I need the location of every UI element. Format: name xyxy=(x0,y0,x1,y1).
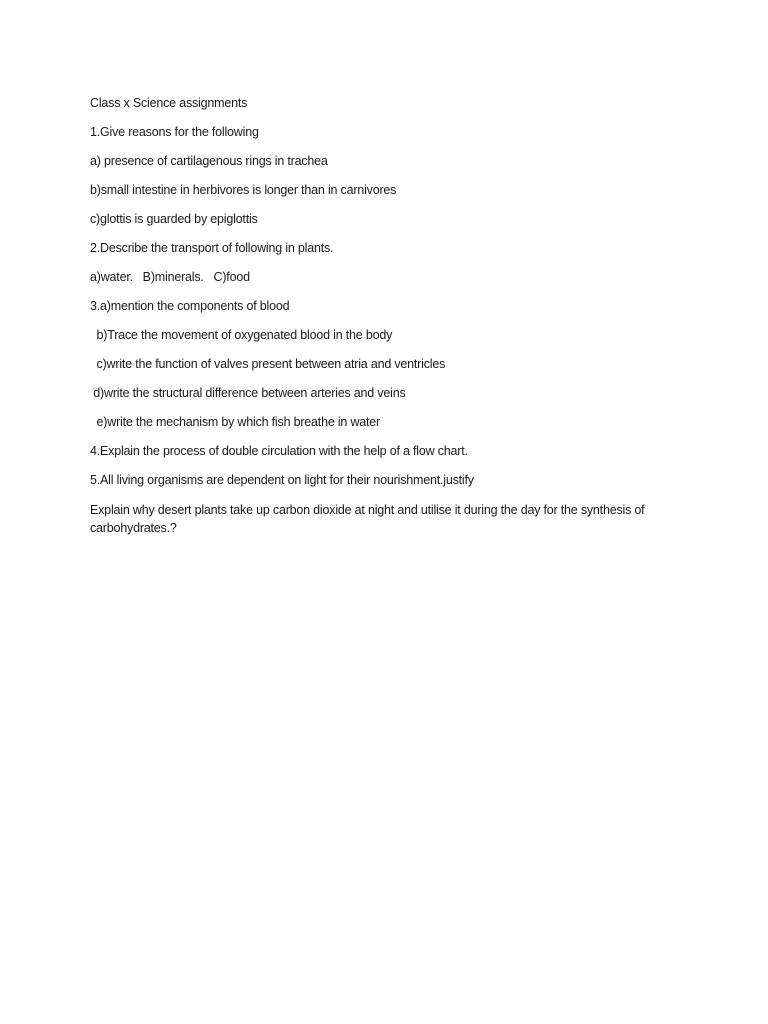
question-2-parts: a)water. B)minerals. C)food xyxy=(90,270,250,284)
question-1a: a) presence of cartilagenous rings in trachea xyxy=(90,154,328,168)
question-1-heading: 1.Give reasons for the following xyxy=(90,125,259,139)
question-4: 4.Explain the process of double circulation with the help of a flow chart. xyxy=(90,444,468,458)
question-3d: d)write the structural difference between arteries and veins xyxy=(90,386,406,400)
question-3c: c)write the function of valves present between atria and ventricles xyxy=(90,357,446,371)
question-5: 5.All living organisms are dependent on light for their nourishment.justify xyxy=(90,473,474,487)
document-title: Class x Science assignments xyxy=(90,96,248,110)
question-3a: 3.a)mention the components of blood xyxy=(90,299,290,313)
question-3e: e)write the mechanism by which fish breathe in water xyxy=(90,415,381,429)
question-1b: b)small intestine in herbivores is longer than in carnivores xyxy=(90,183,397,197)
question-3b: b)Trace the movement of oxygenated blood in the body xyxy=(90,328,393,342)
final-question-paragraph: Explain why desert plants take up carbon dioxide at night and utilise it during the day for the synthesis of carbohydrates.? xyxy=(90,503,645,535)
question-2-heading: 2.Describe the transport of following in plants. xyxy=(90,241,334,255)
question-1c: c)glottis is guarded by epiglottis xyxy=(90,212,258,226)
